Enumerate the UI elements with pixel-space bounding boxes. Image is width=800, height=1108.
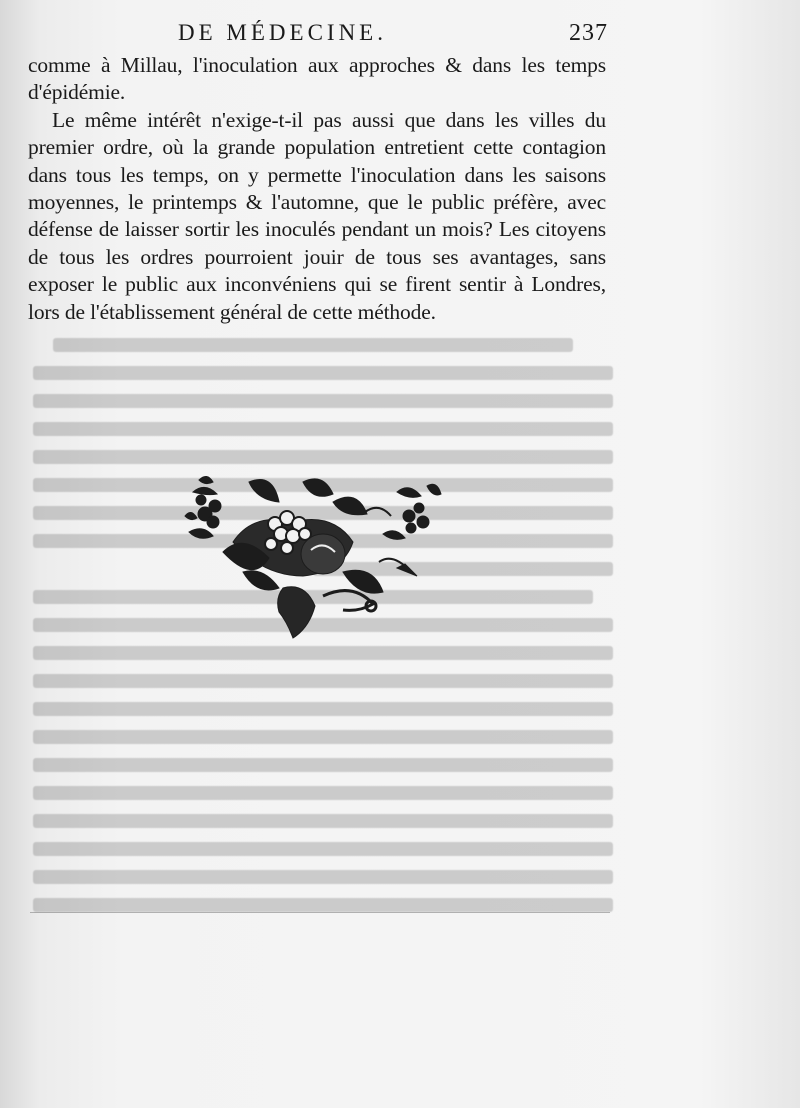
paragraph-continuation: comme à Millau, l'inoculation aux approches & dans les temps d'épidémie. <box>28 53 606 105</box>
paragraph: Le même intérêt n'exige-t-il pas aussi que dans les villes du premier ordre, où la grande population entretient cette contagion dans tous les temps, on y permette l'inoculation dans les saisons moyennes, le printemps & l'automne, que le public préfère, avec défense de laisser sortir les inoculés pendant un mois? Les citoyens de tous les ordres pourroient jouir de tous ses avantages, sans exposer le public aux inconvéniens qui se firent sentir à Londres, lors de l'établissement général de cette méthode. <box>28 107 606 324</box>
running-head-title: DE MÉDECINE. <box>178 20 387 45</box>
page-number: 237 <box>569 20 608 46</box>
floral-fleuron-icon <box>183 472 445 644</box>
body-text <box>28 52 606 326</box>
show-through-rule <box>30 912 610 913</box>
